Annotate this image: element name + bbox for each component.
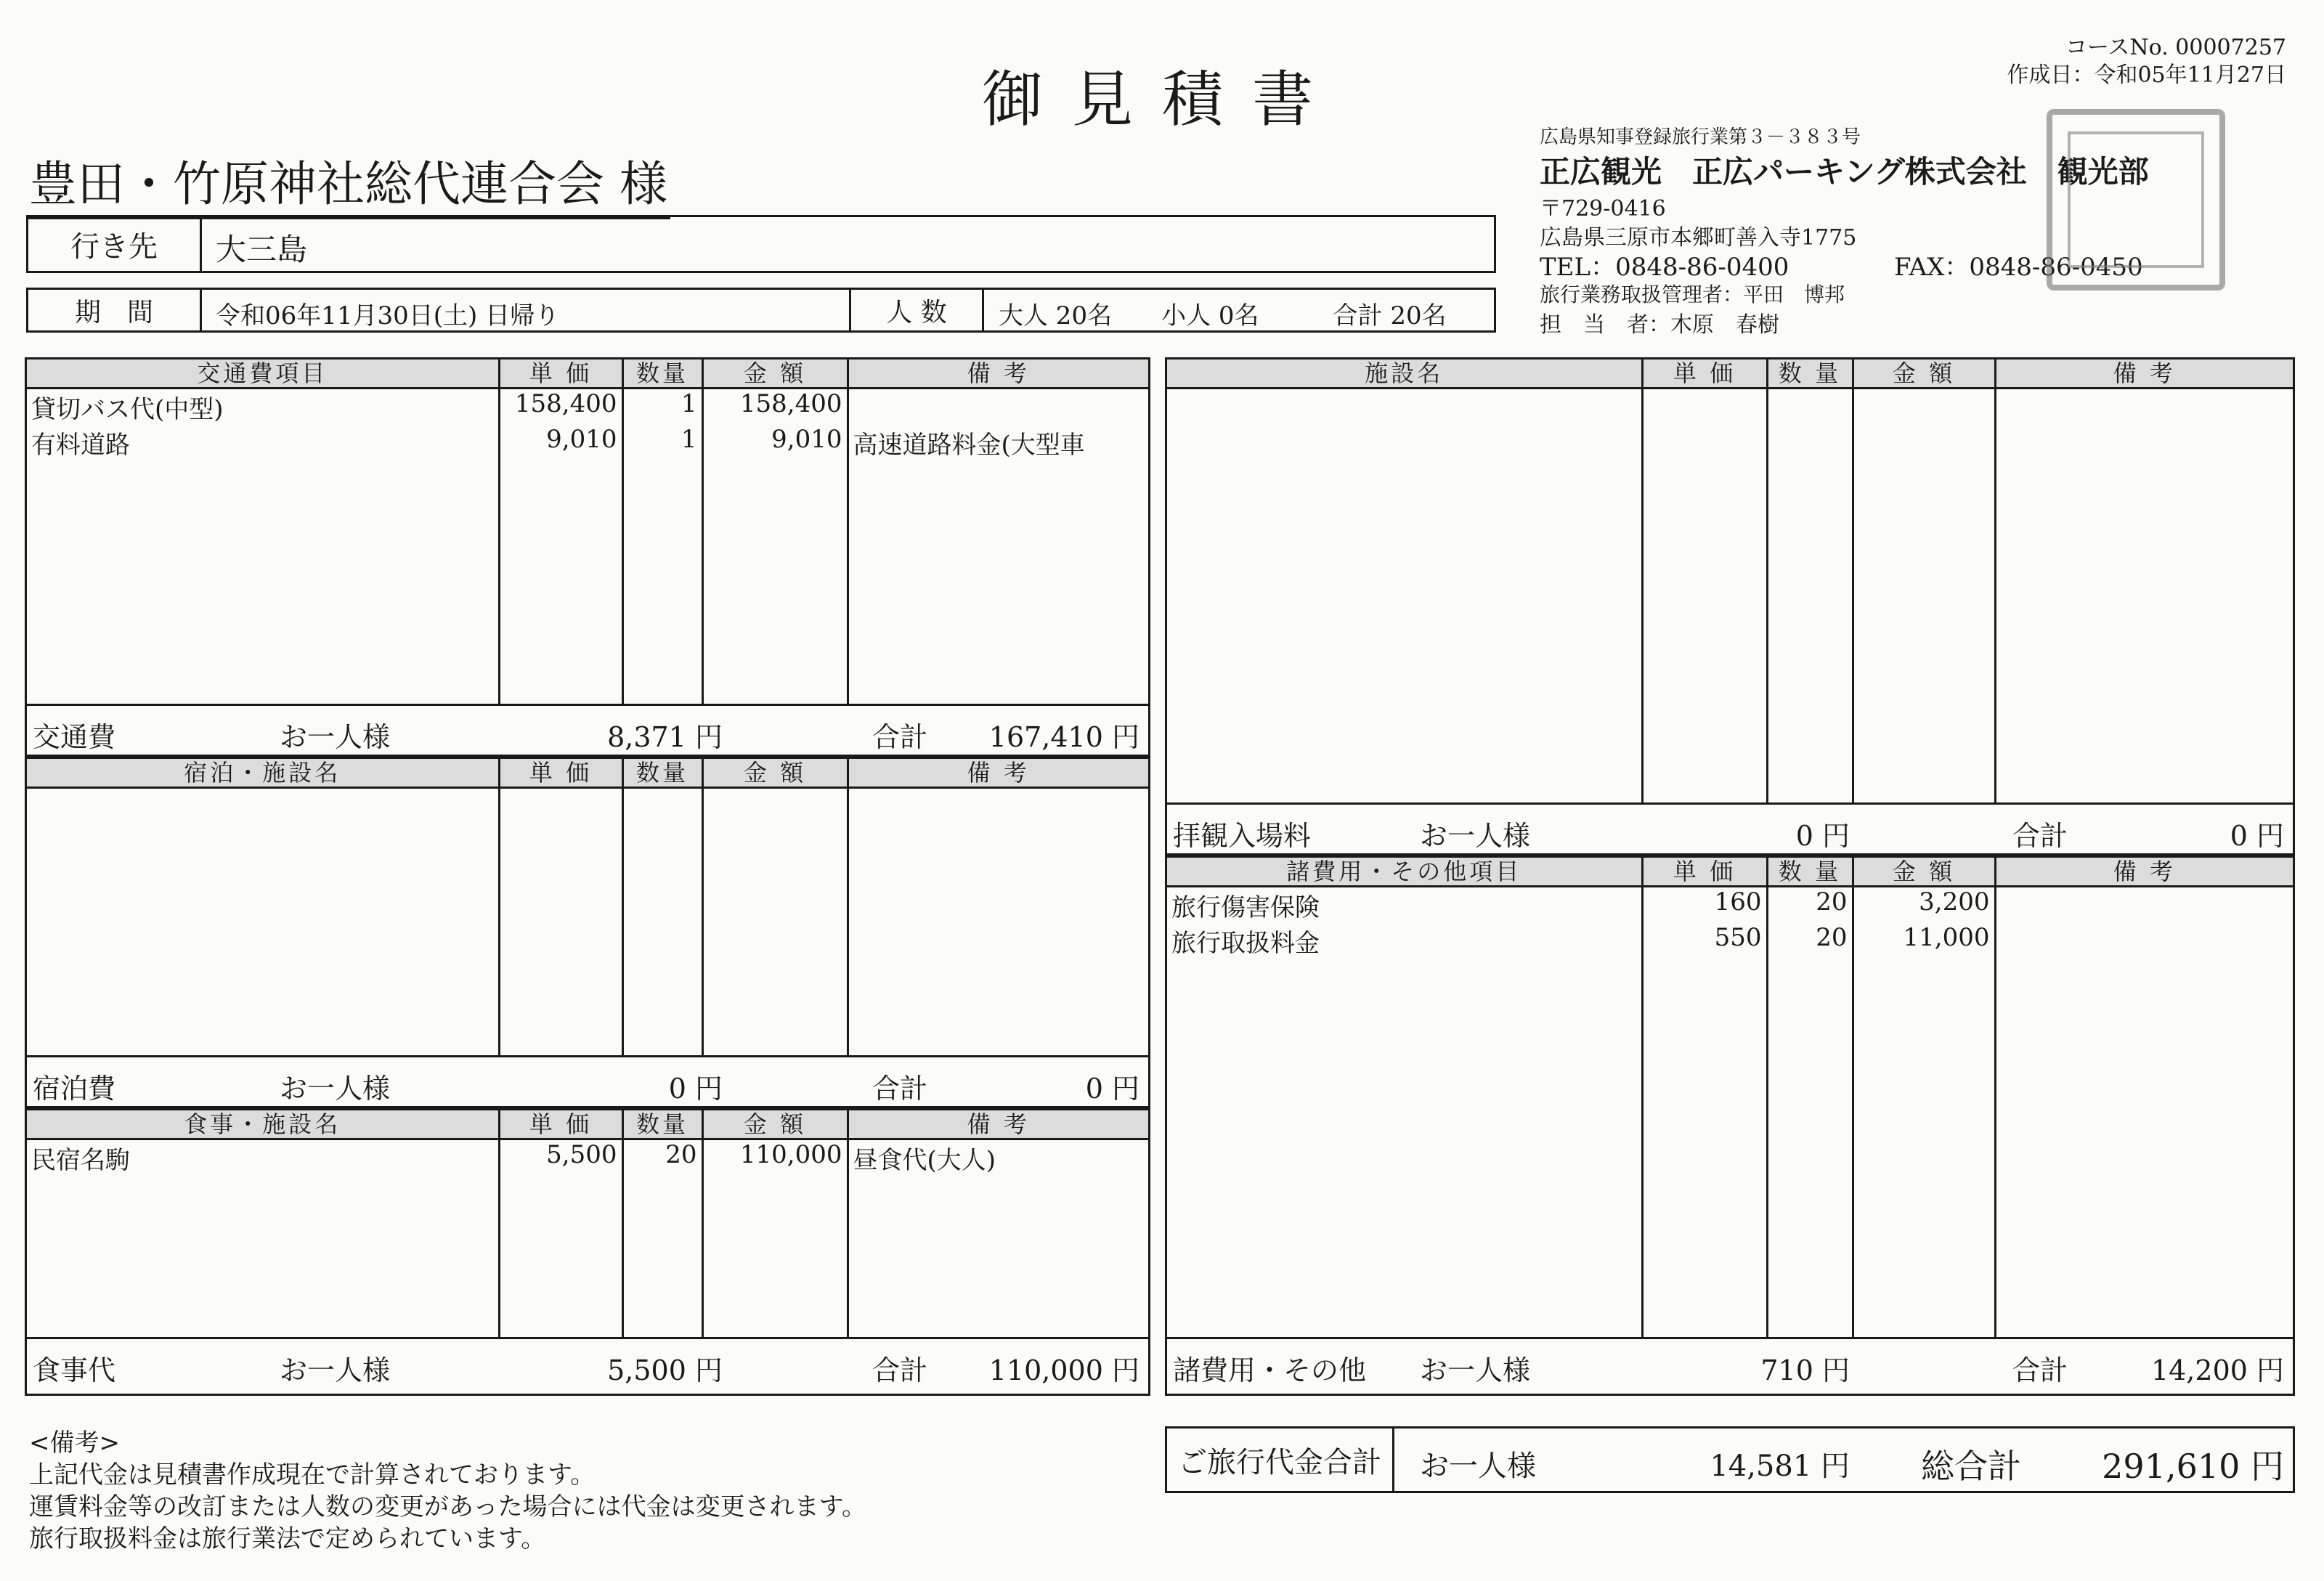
transport-total: 167,410 円 bbox=[988, 721, 1139, 753]
transport-col-header: 交通費項目 bbox=[27, 359, 499, 389]
table-row bbox=[27, 389, 1148, 426]
table-empty-cell bbox=[622, 1176, 702, 1337]
misc-total: 14,200 円 bbox=[2150, 1354, 2284, 1386]
misc-col-header: 金 額 bbox=[1853, 858, 1995, 887]
grand-per-person-label: お一人様 bbox=[1420, 1450, 1536, 1483]
notes-line: 上記代金は見積書作成現在で計算されております。 bbox=[29, 1460, 596, 1489]
lodging-per-person-label: お一人様 bbox=[280, 1073, 391, 1105]
course-number: コースNo. 00007257 bbox=[2065, 35, 2286, 60]
agency-manager: 旅行業務取扱管理者：平田 博邦 bbox=[1540, 283, 1845, 306]
table-cell: 3,200 bbox=[1853, 887, 1995, 924]
table-empty-cell bbox=[1767, 959, 1853, 1337]
table-empty-cell bbox=[1853, 959, 1995, 1337]
transport-subtotal bbox=[27, 704, 1148, 757]
table-empty-cell bbox=[702, 460, 848, 704]
meals-section bbox=[25, 1108, 1150, 1396]
table-cell: 20 bbox=[622, 1139, 702, 1176]
lodging-col-header: 金 額 bbox=[702, 759, 848, 788]
destination-row bbox=[26, 215, 1496, 273]
table-empty-cell bbox=[848, 788, 1148, 1056]
grand-total-title: 総合計 bbox=[1921, 1447, 2021, 1486]
table-cell: 旅行傷害保険 bbox=[1171, 893, 1320, 922]
table-cell: 550 bbox=[1642, 923, 1767, 959]
lodging-header-row bbox=[27, 759, 1148, 788]
transport-total-label: 合計 bbox=[872, 721, 928, 753]
period-value: 令和06年11月30日(土) 日帰り bbox=[216, 301, 560, 330]
table-filler-row bbox=[1167, 959, 2293, 1337]
table-row bbox=[27, 425, 1148, 460]
notes-heading: <備考> bbox=[29, 1428, 120, 1458]
table-cell: 民宿名駒 bbox=[31, 1146, 130, 1175]
notes-block bbox=[29, 1427, 866, 1555]
transport-col-header: 金 額 bbox=[702, 359, 848, 389]
meals-col-header: 金 額 bbox=[702, 1110, 848, 1139]
lodging-col-header: 単 価 bbox=[499, 759, 622, 788]
meals-header-row bbox=[27, 1110, 1148, 1139]
misc-total-label: 合計 bbox=[2012, 1354, 2068, 1386]
created-date: 作成日：令和05年11月27日 bbox=[2007, 62, 2286, 88]
addressee: 豊田・竹原神社総代連合会 様 bbox=[26, 145, 670, 219]
table-empty-cell bbox=[848, 460, 1148, 704]
table-empty-cell bbox=[1642, 389, 1767, 803]
agency-name: 正広観光 正広パーキング株式会社 観光部 bbox=[1540, 154, 2149, 190]
lodging-subtotal bbox=[27, 1055, 1148, 1108]
misc-col-header: 単 価 bbox=[1642, 858, 1767, 887]
table-filler-row bbox=[1167, 389, 2293, 803]
table-empty-cell bbox=[622, 788, 702, 1056]
misc-header-row bbox=[1167, 858, 2293, 887]
table-cell: 5,500 bbox=[499, 1139, 622, 1176]
misc-subtotal-label: 諸費用・その他 bbox=[1173, 1354, 1367, 1386]
facilities-total: 0 円 bbox=[2230, 820, 2284, 852]
facilities-header-row bbox=[1167, 359, 2293, 389]
table-cell: 9,010 bbox=[499, 425, 622, 460]
facilities-subtotal bbox=[1167, 802, 2293, 855]
transport-header-row bbox=[27, 359, 1148, 389]
grand-total-label: ご旅行代金合計 bbox=[1167, 1428, 1394, 1491]
misc-col-header: 諸費用・その他項目 bbox=[1167, 858, 1642, 887]
table-empty-cell bbox=[1167, 959, 1642, 1337]
grand-total-value: 291,610 円 bbox=[2102, 1447, 2284, 1486]
table-empty-cell bbox=[848, 1176, 1148, 1337]
table-cell: 158,400 bbox=[499, 389, 622, 426]
misc-col-header: 備 考 bbox=[1995, 858, 2293, 887]
table-cell: 9,010 bbox=[702, 425, 848, 460]
transport-col-header: 備 考 bbox=[848, 359, 1148, 389]
facilities-subtotal-label: 拝観入場料 bbox=[1173, 820, 1312, 852]
facilities-col-header: 単 価 bbox=[1642, 359, 1767, 389]
transport-per-person: 8,371 円 bbox=[607, 721, 723, 753]
table-empty-cell bbox=[622, 460, 702, 704]
lodging-col-header: 宿泊・施設名 bbox=[27, 759, 499, 788]
table-empty-cell bbox=[499, 1176, 622, 1337]
transport-col-header: 単 価 bbox=[499, 359, 622, 389]
table-cell: 有料道路 bbox=[31, 431, 130, 460]
transport-col-header: 数量 bbox=[622, 359, 702, 389]
table-empty-cell bbox=[1995, 959, 2293, 1337]
lodging-col-header: 備 考 bbox=[848, 759, 1148, 788]
table-empty-cell bbox=[702, 788, 848, 1056]
table-cell bbox=[1995, 887, 2293, 924]
notes-line: 旅行取扱料金は旅行業法で定められています。 bbox=[29, 1524, 546, 1553]
company-seal-stamp bbox=[2047, 109, 2225, 290]
table-empty-cell bbox=[1995, 389, 2293, 803]
document-title: 御見積書 bbox=[981, 64, 1342, 135]
misc-section bbox=[1165, 855, 2295, 1396]
agency-address: 広島県三原市本郷町善入寺1775 bbox=[1540, 225, 1857, 251]
table-filler-row bbox=[27, 460, 1148, 704]
facilities-total-label: 合計 bbox=[2012, 820, 2068, 852]
table-empty-cell bbox=[1853, 389, 1995, 803]
facilities-col-header: 備 考 bbox=[1995, 359, 2293, 389]
table-row bbox=[27, 1139, 1148, 1176]
transport-section bbox=[25, 357, 1150, 757]
destination-value: 大三島 bbox=[216, 232, 308, 267]
meals-col-header: 食事・施設名 bbox=[27, 1110, 499, 1139]
facilities-col-header: 施設名 bbox=[1167, 359, 1642, 389]
facilities-per-person-label: お一人様 bbox=[1420, 820, 1531, 852]
transport-per-person-label: お一人様 bbox=[280, 721, 391, 753]
table-cell: 旅行取扱料金 bbox=[1171, 929, 1320, 958]
table-filler-row bbox=[27, 1176, 1148, 1337]
facilities-col-header: 数 量 bbox=[1767, 359, 1853, 389]
transport-table bbox=[27, 359, 1148, 704]
period-label: 期 間 bbox=[28, 290, 202, 330]
table-empty-cell bbox=[27, 788, 499, 1056]
table-cell: 160 bbox=[1642, 887, 1767, 924]
agency-tel: TEL：0848-86-0400 bbox=[1540, 253, 1789, 282]
table-cell: 1 bbox=[622, 425, 702, 460]
transport-body bbox=[27, 389, 1148, 704]
meals-total-label: 合計 bbox=[872, 1354, 928, 1386]
table-empty-cell bbox=[27, 460, 499, 704]
lodging-table bbox=[27, 759, 1148, 1055]
misc-subtotal bbox=[1167, 1337, 2293, 1396]
grand-total-box bbox=[1165, 1426, 2295, 1493]
lodging-total: 0 円 bbox=[1085, 1073, 1139, 1105]
facilities-per-person: 0 円 bbox=[1795, 820, 1850, 852]
agency-staff: 担 当 者：木原 春樹 bbox=[1540, 312, 1779, 338]
table-empty-cell bbox=[1167, 389, 1642, 803]
notes-line: 運賃料金等の改訂または人数の変更があった場合には代金は変更されます。 bbox=[29, 1492, 866, 1521]
table-empty-cell bbox=[27, 1176, 499, 1337]
table-cell: 158,400 bbox=[702, 389, 848, 426]
table-cell: 20 bbox=[1767, 887, 1853, 924]
table-filler-row bbox=[27, 788, 1148, 1056]
meals-total: 110,000 円 bbox=[988, 1354, 1139, 1386]
meals-col-header: 単 価 bbox=[499, 1110, 622, 1139]
transport-subtotal-label: 交通費 bbox=[33, 721, 116, 753]
table-cell: 11,000 bbox=[1853, 923, 1995, 959]
table-empty-cell bbox=[1767, 389, 1853, 803]
table-cell bbox=[1995, 923, 2293, 959]
meals-col-header: 数量 bbox=[622, 1110, 702, 1139]
table-cell bbox=[848, 389, 1148, 426]
table-empty-cell bbox=[499, 788, 622, 1056]
meals-body bbox=[27, 1139, 1148, 1338]
lodging-subtotal-label: 宿泊費 bbox=[33, 1073, 116, 1105]
table-empty-cell bbox=[1642, 959, 1767, 1337]
misc-table bbox=[1167, 858, 2293, 1337]
lodging-col-header: 数量 bbox=[622, 759, 702, 788]
misc-body bbox=[1167, 887, 2293, 1338]
lodging-section bbox=[25, 757, 1150, 1108]
meals-subtotal bbox=[27, 1337, 1148, 1396]
table-cell: 高速道路料金(大型車 bbox=[848, 425, 1148, 460]
table-cell: 1 bbox=[622, 389, 702, 426]
table-empty-cell bbox=[702, 1176, 848, 1337]
facilities-body bbox=[1167, 389, 2293, 803]
table-row bbox=[1167, 923, 2293, 959]
meals-table bbox=[27, 1110, 1148, 1337]
people-value: 大人 20名 小人 0名 合計 20名 bbox=[999, 301, 1447, 330]
period-row bbox=[26, 288, 1496, 333]
lodging-total-label: 合計 bbox=[872, 1073, 928, 1105]
lodging-per-person: 0 円 bbox=[668, 1073, 723, 1105]
facilities-table bbox=[1167, 359, 2293, 802]
grand-per-person: 14,581 円 bbox=[1710, 1450, 1850, 1483]
misc-per-person: 710 円 bbox=[1760, 1354, 1850, 1386]
lodging-body bbox=[27, 788, 1148, 1056]
table-cell: 昼食代(大人) bbox=[848, 1139, 1148, 1176]
misc-per-person-label: お一人様 bbox=[1420, 1354, 1531, 1386]
agency-registration: 広島県知事登録旅行業第３－３８３号 bbox=[1540, 126, 1861, 148]
meals-subtotal-label: 食事代 bbox=[33, 1354, 116, 1386]
table-row bbox=[1167, 887, 2293, 924]
agency-fax: FAX：0848-86-0450 bbox=[1894, 253, 2143, 282]
agency-postal: 〒729-0416 bbox=[1540, 196, 1666, 221]
meals-per-person: 5,500 円 bbox=[607, 1354, 723, 1386]
table-cell: 貸切バス代(中型) bbox=[31, 395, 224, 424]
facilities-section bbox=[1165, 357, 2295, 855]
misc-col-header: 数 量 bbox=[1767, 858, 1853, 887]
table-empty-cell bbox=[499, 460, 622, 704]
facilities-col-header: 金 額 bbox=[1853, 359, 1995, 389]
table-cell: 20 bbox=[1767, 923, 1853, 959]
meals-per-person-label: お一人様 bbox=[280, 1354, 391, 1386]
table-cell: 110,000 bbox=[702, 1139, 848, 1176]
people-label: 人 数 bbox=[849, 290, 984, 330]
meals-col-header: 備 考 bbox=[848, 1110, 1148, 1139]
destination-label: 行き先 bbox=[28, 217, 202, 271]
